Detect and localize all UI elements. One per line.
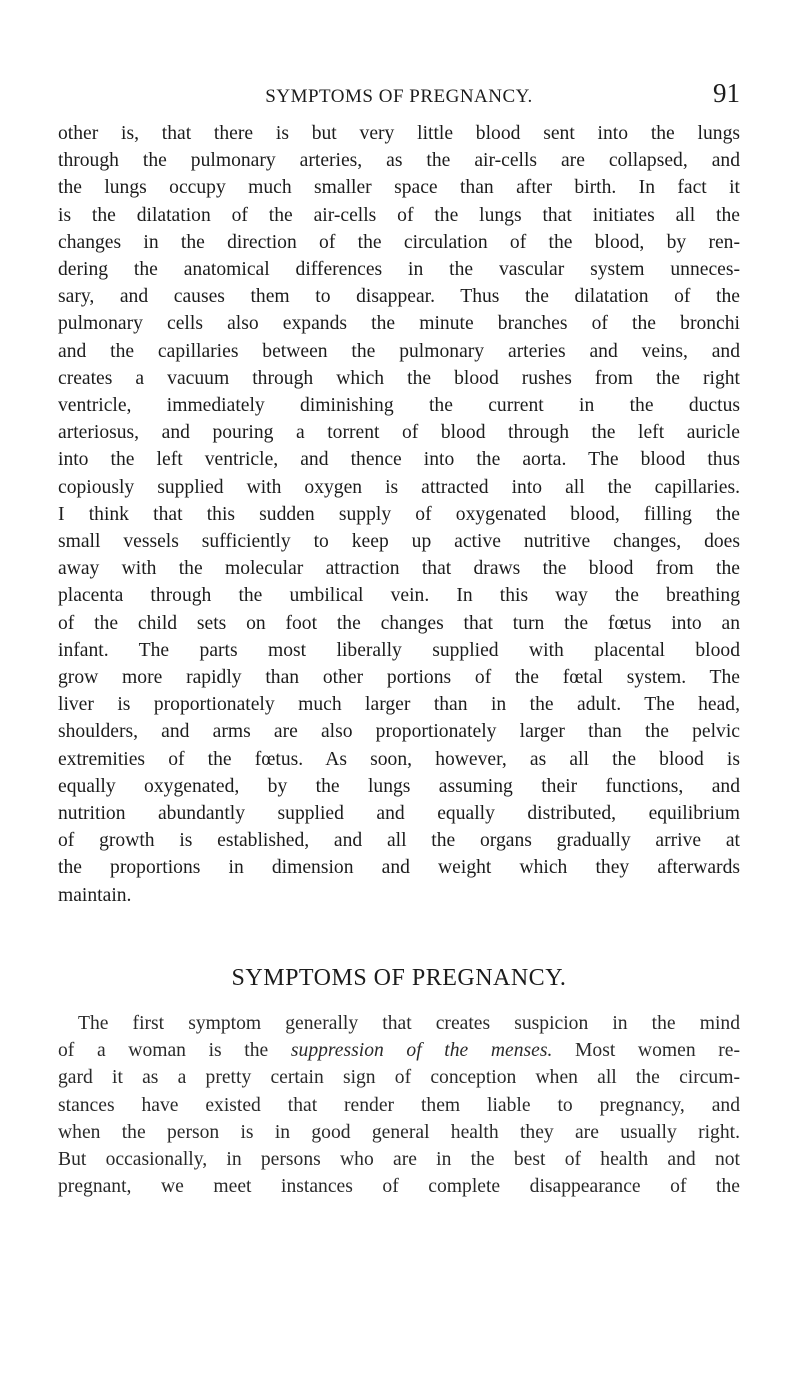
text-line: liver is proportionately much larger than in the adult. The head,	[58, 694, 740, 716]
text-line: shoulders, and arms are also proportionately larger than the pelvic	[58, 721, 740, 743]
text-line: ventricle, immediately diminishing the current in the ductus	[58, 395, 740, 417]
text-line: of growth is established, and all the organs gradually arrive at	[58, 830, 740, 852]
text-line: small vessels sufficiently to keep up active nutritive changes, does	[58, 531, 740, 553]
text-line: and the capillaries between the pulmonary arteries and veins, and	[58, 340, 740, 362]
text-line: creates a vacuum through which the blood rushes from the right	[58, 367, 740, 389]
text-line: into the left ventricle, and thence into the aorta. The blood thus	[58, 449, 740, 471]
emphasized-phrase: suppression of the menses.	[290, 1040, 553, 1062]
text-line: away with the molecular attraction that draws the blood from the	[58, 558, 740, 580]
text-line-with-emphasis	[58, 1037, 740, 1064]
text-line: stances have existed that render them liable to pregnancy, and	[58, 1094, 740, 1116]
text-line: of the child sets on foot the changes that turn the fœtus into an	[58, 612, 740, 634]
text-line: when the person is in good general health they are usually right.	[58, 1121, 740, 1143]
text-line: arteriosus, and pouring a torrent of blood through the left auricle	[58, 422, 740, 444]
text-line: I think that this sudden supply of oxygenated blood, filling the	[58, 503, 740, 525]
text-line: infant. The parts most liberally supplied with placental blood	[58, 639, 740, 661]
text-line: sary, and causes them to disappear. Thus the dilatation of the	[58, 286, 740, 308]
text-line: placenta through the umbilical vein. In this way the breathing	[58, 585, 740, 607]
text-line: dering the anatomical differences in the vascular system unneces-	[58, 259, 740, 281]
text-line: through the pulmonary arteries, as the air-cells are collapsed, and	[58, 150, 740, 172]
text-line: equally oxygenated, by the lungs assuming their functions, and	[58, 775, 740, 797]
text-line: The first symptom generally that creates suspicion in the mind	[78, 1013, 740, 1034]
text-line: the lungs occupy much smaller space than after birth. In fact it	[58, 177, 740, 199]
body-paragraph-1	[58, 120, 740, 909]
text-line: copiously supplied with oxygen is attracted into all the capillaries.	[58, 476, 740, 498]
text-line: the proportions in dimension and weight which they afterwards	[58, 857, 740, 879]
text-line: grow more rapidly than other portions of the fœtal system. The	[58, 667, 740, 689]
body-paragraph-2	[58, 1010, 740, 1200]
text-line: gard it as a pretty certain sign of conception when all the circum-	[58, 1067, 740, 1089]
text-line: nutrition abundantly supplied and equally distributed, equilibrium	[58, 803, 740, 825]
text-line: maintain.	[58, 884, 132, 906]
text-line: is the dilatation of the air-cells of the lungs that initiates all the	[58, 204, 740, 226]
page-number: 91	[713, 78, 740, 108]
text-line: extremities of the fœtus. As soon, however, as all the blood is	[58, 748, 740, 770]
text-line: But occasionally, in persons who are in the best of health and not	[58, 1149, 740, 1171]
text-line: pulmonary cells also expands the minute branches of the bronchi	[58, 313, 740, 335]
text-fragment: Most women re-	[552, 1040, 740, 1062]
running-head	[58, 78, 740, 114]
section-heading: SYMPTOMS OF PREGNANCY.	[231, 965, 567, 991]
text-line: pregnant, we meet instances of complete disappearance of the	[58, 1176, 740, 1198]
text-line: changes in the direction of the circulation of the blood, by ren-	[58, 231, 740, 253]
text-line: other is, that there is but very little blood sent into the lungs	[58, 123, 740, 144]
text-fragment: of a woman is the	[58, 1040, 291, 1062]
running-title: SYMPTOMS OF PREGNANCY.	[265, 86, 533, 107]
